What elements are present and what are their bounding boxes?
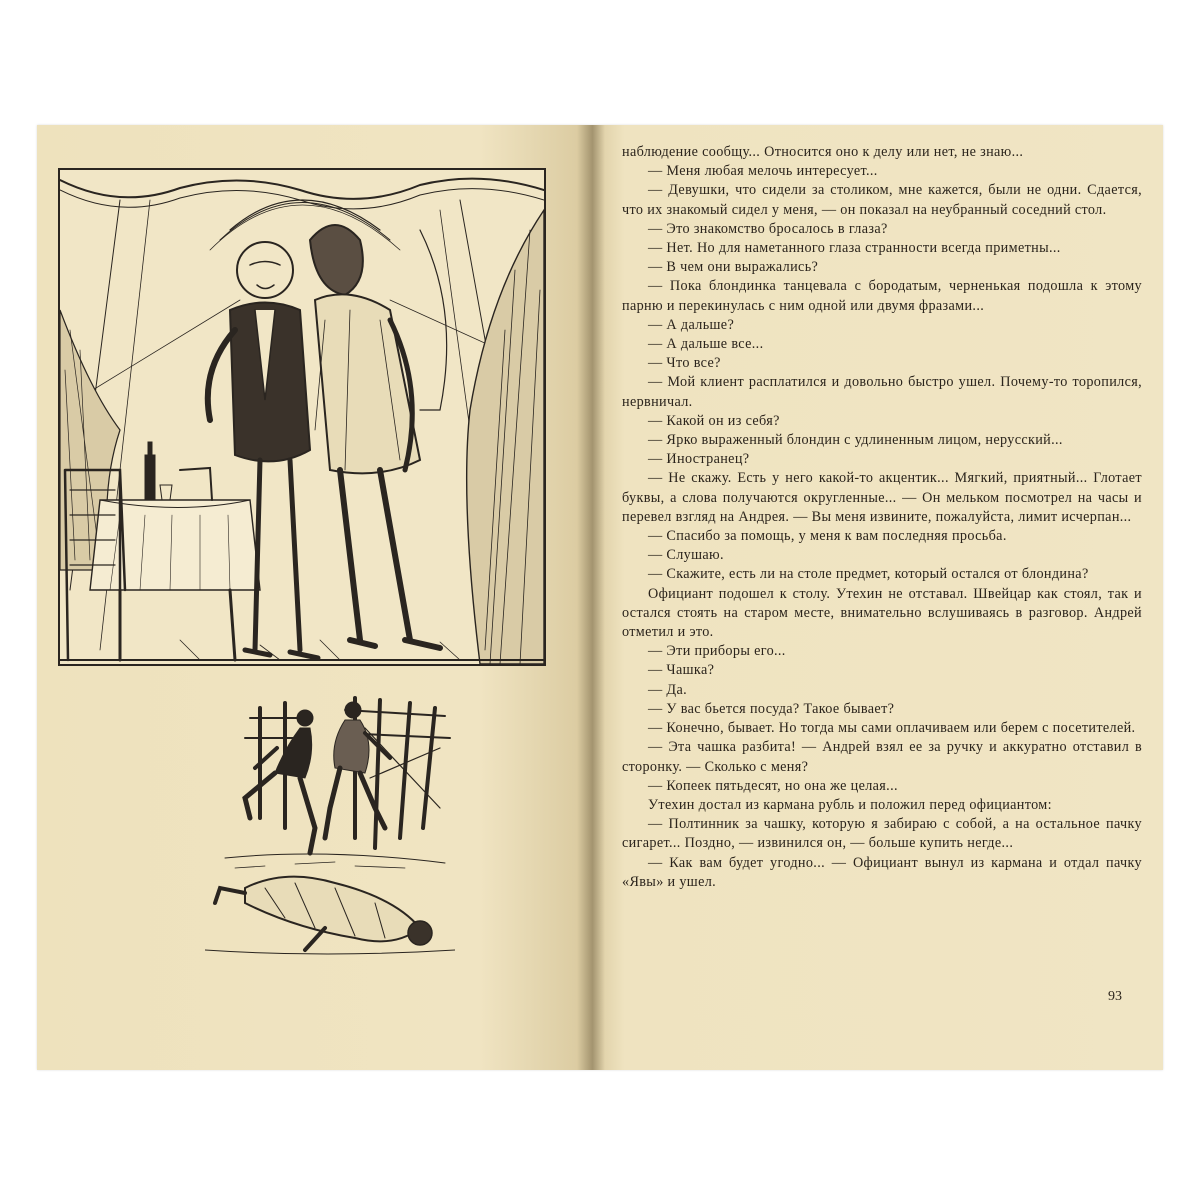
open-book-spread — [37, 125, 1163, 1070]
text-paragraph: — Как вам будет угодно... — Официант вынул из кармана и отдал пачку «Явы» и ушел. — [622, 854, 1142, 890]
text-paragraph: — Конечно, бывает. Но тогда мы сами оплачиваем или берем с посетителей. — [648, 720, 1136, 737]
text-paragraph: — А дальше? — [648, 316, 735, 333]
text-paragraph: — Эта чашка разбита! — Андрей взял ее за ручку и аккуратно отставил в сторонку. — Сколько с меня? — [622, 739, 1142, 775]
page-text — [622, 143, 1142, 892]
book-gutter — [577, 125, 605, 1070]
text-paragraph: — Не скажу. Есть у него какой-то акцентик... Мягкий, приятный... Глотает буквы, а слова получаются округленные... — Он мельком посмотрел на часы и перевел взгляд на Андрея. — Вы меня извините, пожалуйста, лимит исчерпан... — [622, 470, 1142, 525]
text-paragraph: — Какой он из себя? — [648, 412, 780, 429]
scene-illustration-icon — [58, 168, 546, 666]
text-paragraph: — Пока блондинка танцевала с бородатым, черненькая подошла к этому парню и перекинулась с ним одной или двумя фразами... — [622, 278, 1142, 314]
text-paragraph: — В чем они выражались? — [648, 259, 819, 276]
text-paragraph: — Что все? — [648, 355, 721, 372]
text-paragraph: наблюдение сообщу... Относится оно к делу или нет, не знаю... — [622, 144, 1024, 160]
left-page — [37, 125, 590, 1070]
text-paragraph: — Копеек пятьдесят, но она же целая... — [648, 777, 898, 794]
text-paragraph: Утехин достал из кармана рубль и положил перед официантом: — [648, 796, 1052, 813]
text-paragraph: — Эти приборы его... — [648, 643, 786, 660]
text-paragraph: — Ярко выраженный блондин с удлиненным лицом, нерусский... — [648, 432, 1063, 449]
text-paragraph: — Это знакомство бросалось в глаза? — [648, 220, 888, 237]
text-paragraph: — Девушки, что сидели за столиком, мне кажется, были не одни. Сдается, что их знакомый сидел у меня, — он показал на неубранный соседний стол. — [622, 182, 1142, 218]
text-paragraph: — Чашка? — [648, 662, 715, 679]
text-paragraph: — Спасибо за помощь, у меня к вам последняя просьба. — [648, 528, 1007, 545]
running-figures-illustration-icon — [205, 688, 455, 960]
text-paragraph: — А дальше все... — [648, 336, 764, 353]
text-paragraph: — У вас бьется посуда? Такое бывает? — [648, 700, 895, 717]
text-paragraph: — Мой клиент расплатился и довольно быстро ушел. Почему-то торопился, нервничал. — [622, 374, 1142, 410]
text-paragraph: — Меня любая мелочь интересует... — [648, 163, 878, 180]
text-paragraph: — Скажите, есть ли на столе предмет, который остался от блондина? — [648, 566, 1089, 583]
text-paragraph: — Иностранец? — [648, 451, 750, 468]
text-paragraph: — Да. — [648, 681, 688, 698]
text-paragraph: — Слушаю. — [648, 547, 724, 564]
text-paragraph: — Нет. Но для наметанного глаза странности всегда приметны... — [648, 240, 1061, 257]
right-page — [590, 125, 1163, 1070]
page-number: 93 — [1108, 989, 1122, 1004]
text-paragraph: — Полтинник за чашку, которую я забираю с собой, а на остальное пачку сигарет... Поздно, — извинился он, — больше купить негде... — [622, 816, 1142, 852]
text-paragraph: Официант подошел к столу. Утехин не отставал. Швейцар как стоял, так и остался стоять на старом месте, внимательно вслушиваясь в разговор. Андрей отметил и это. — [622, 585, 1142, 641]
